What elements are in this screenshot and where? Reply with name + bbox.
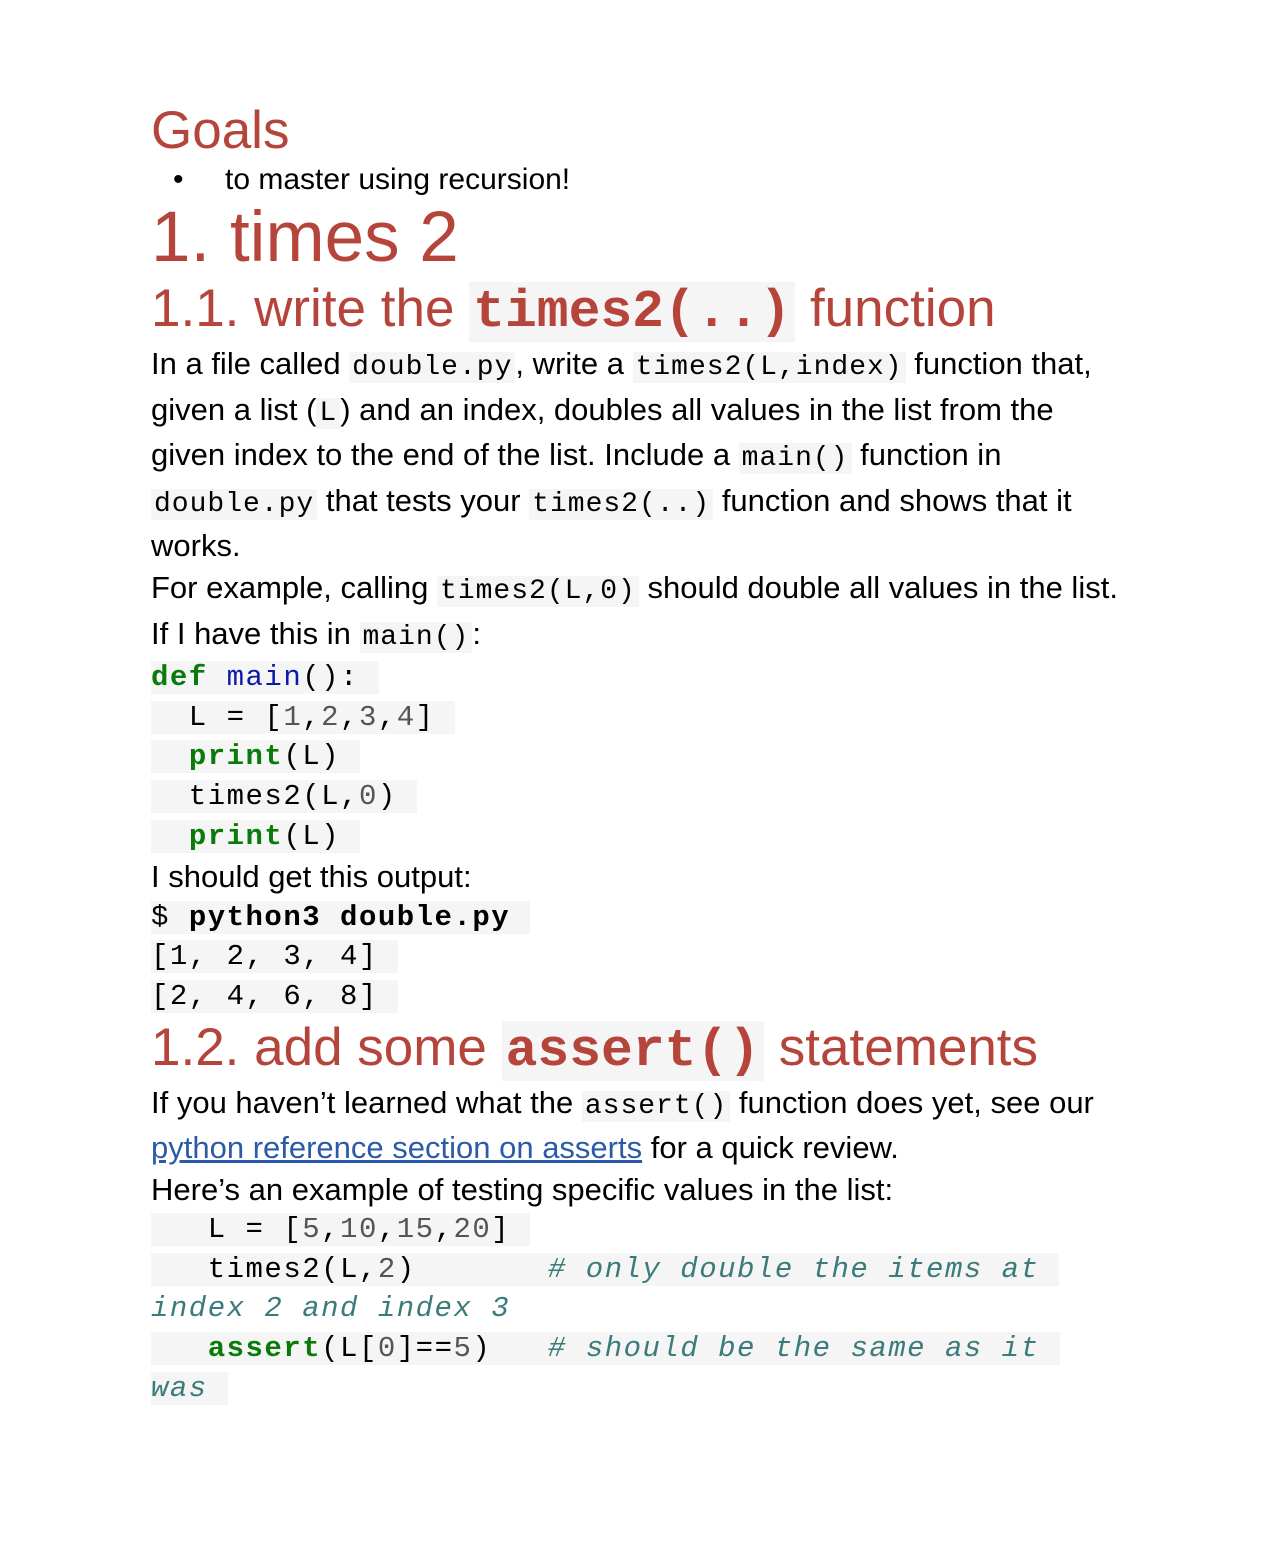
- section-1-2-heading: 1.2. add some assert() statements: [151, 1017, 1039, 1081]
- goals-heading: Goals: [151, 101, 290, 160]
- inline-code: main(): [739, 443, 852, 474]
- asserts-reference-link[interactable]: python reference section on asserts: [151, 1130, 643, 1166]
- heading-code: times2(..): [469, 282, 795, 342]
- inline-code: double.py: [349, 352, 515, 383]
- inline-code: times2(L,0): [437, 576, 639, 607]
- bullet-icon: •: [173, 163, 184, 196]
- inline-code: times2(..): [529, 489, 713, 520]
- code-comment: index 2 and index 3: [151, 1292, 511, 1326]
- assert-code-block: L = [5,10,15,20] times2(L,2) # only double the items at index 2 and index 3 assert(L[0]==5) # should be the same as it was: [151, 1210, 1131, 1408]
- heading-code: assert(): [502, 1021, 764, 1081]
- inline-code: L: [316, 398, 340, 429]
- inline-code: times2(L,index): [633, 352, 906, 383]
- output-intro: I should get this output:: [151, 859, 472, 895]
- document-page: [151, 100, 1131, 1408]
- inline-code: assert(): [582, 1091, 730, 1122]
- output-block: $ python3 double.py [1, 2, 3, 4] [2, 4, 6, 8]: [151, 898, 1131, 1017]
- code-comment: # only double the items at: [547, 1252, 1040, 1286]
- section-1-2-paragraph-1: If you haven’t learned what the assert() function does yet, see our python reference section on asserts for a quick review.: [151, 1084, 1094, 1166]
- main-code-block: def main(): L = [1,2,3,4] print(L) times2(L,0) print(L): [151, 658, 1131, 856]
- section-1-heading: 1. times 2: [151, 198, 459, 277]
- code-comment: was: [151, 1372, 228, 1405]
- inline-code: double.py: [151, 489, 317, 520]
- goal-text: to master using recursion!: [225, 163, 571, 196]
- code-comment: # should be the same as it: [548, 1332, 1040, 1366]
- section-1-1-heading: 1.1. write the times2(..) function: [151, 279, 996, 342]
- inline-code: main(): [360, 622, 473, 653]
- goals-list-item: [151, 162, 1131, 198]
- section-1-1-paragraph-2: For example, calling times2(L,0) should double all values in the list. If I have this in main():: [151, 569, 1118, 653]
- section-1-1-paragraph-1: In a file called double.py, write a times2(L,index) function that, given a list ( L) and an index, doubles all values in the list from the given index to the end of the list. Include a main() function in double.py that tests your times2(..) function and shows that it works.: [151, 346, 1092, 564]
- section-1-2-paragraph-2: Here’s an example of testing specific values in the list:: [151, 1171, 894, 1207]
